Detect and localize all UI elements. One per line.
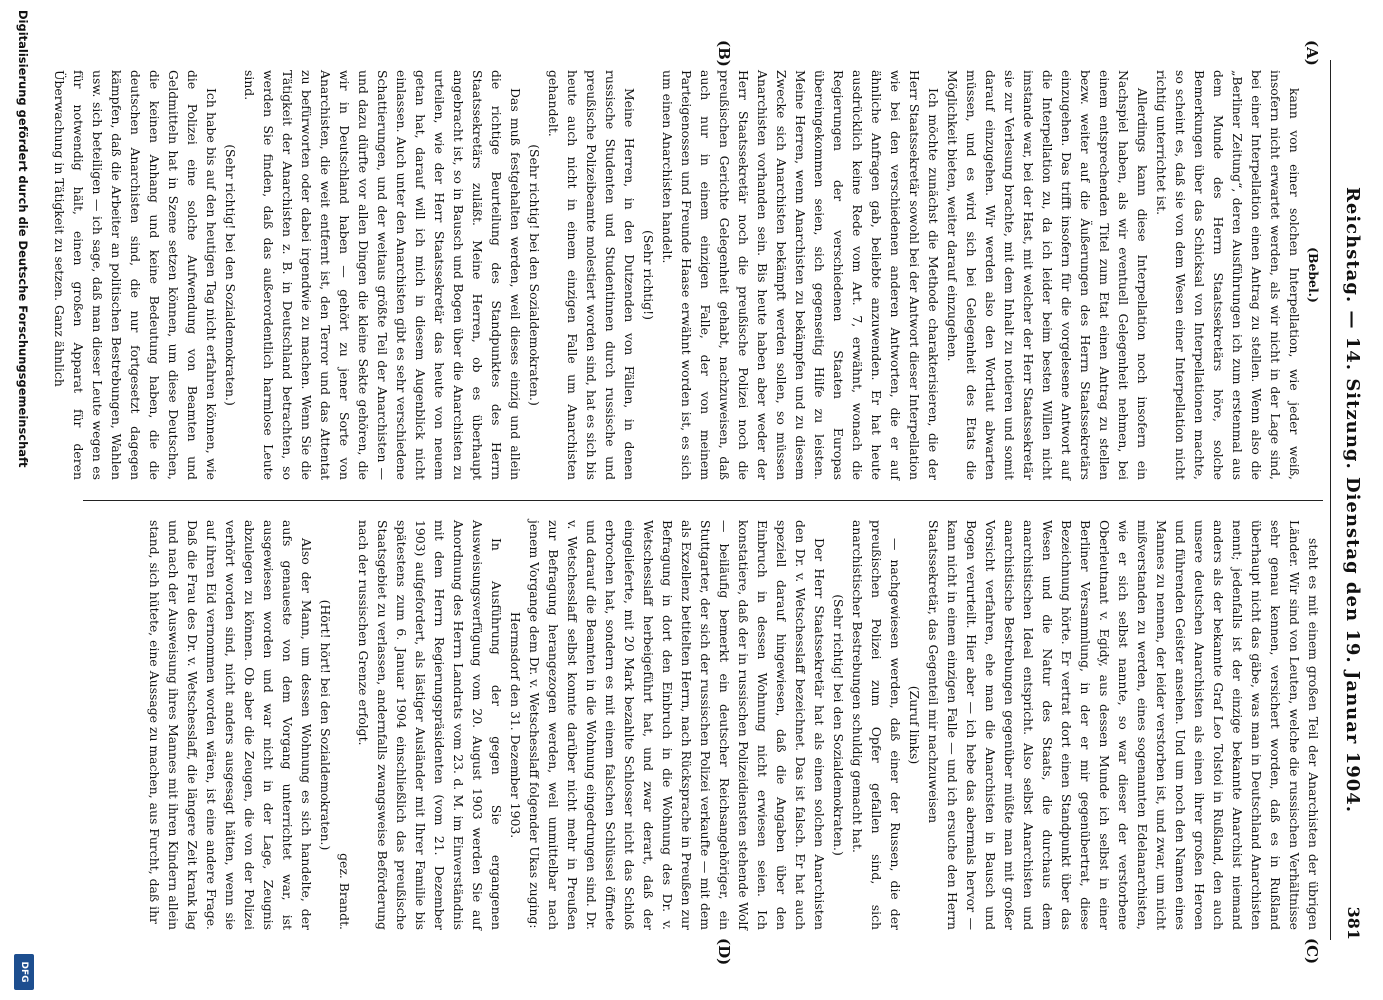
signature-line: gez. Brandt. <box>337 853 352 930</box>
digitization-footer <box>8 0 38 1000</box>
interjection: (Sehr richtig! bei den Sozialdemokraten.) <box>527 144 542 406</box>
paragraph: — nachgewiesen werden, daß einer der Russen, die der preußischen Polizei zum Opfer gefallen sind, sich anarchistischer Bestrebungen schuldig gemacht hat. <box>850 520 903 930</box>
page-title: Reichstag. — 14. Sitzung. Dienstag den 19. Januar 1904. <box>1342 186 1363 814</box>
column-divider <box>83 500 1323 501</box>
paragraph: Das muß festgehalten werden, weil dieses einzig und allein die richtige Beurteilung des Standpunktes des Herrn Staatssekretärs zuläßt. Meine Herren, ob es überhaupt angebracht ist, so in Bausch und Bogen über die Anarchisten zu urteilen, wie der Herr Staatssekretär das heute von neuem getan hat, darauf will ich mich in diesem Augenblick nicht einlassen. Auch unter den Anarchisten gibt es sehr verschiedene Schattierungen, und der weitaus größte Teil der Anarchisten — und dazu dürfte vor allen Dingen die kleine Sekte gehören, die wir in Deutschland haben — gehört zu jener Sorte von Anarchisten, die weit entfernt ist, den Terror und das Attentat zu befürworten oder dabei irgendwie zu machen. Wenn Sie die Tätigkeit der Anarchisten z. B. in Deutschland betrachten, so werden Sie finden, daß das außerordentlich harmlose Leute sind. <box>242 70 523 480</box>
page-number: 381 <box>1344 906 1363 940</box>
paragraph: Der Herr Staatssekretär hat als einen solchen Anarchisten den Dr. v. Wetschesslaff bezeichnet. Das ist falsch. Er hat auch speziell darauf hingewiesen, daß die Angaben über den Einbruch in dessen Wohnung nicht erwiesen seien. Ich konstatiere, daß der in russischen Polizeidiensten stehende Wolf — beiläufig bemerkt ein deutscher Reichsangehöriger, ein Stuttgarter, der sich der russischen Polizei verkaufte — mit dem als Exzellenz betitelten Herrn, nach Rücksprache in Preußen zur Befragung in dort den Einbruch in die Wohnung des Dr. v. Wetschesslaff herbeigeführt hat, und zwar derart, daß der eingelieferte, mit 20 Mark bezahlte Schlosser nicht das Schloß erbrochen hat, sondern es mit einem falschen Schlüssel öffnete und darauf die Beamten in die Wohnung eingedrungen sind. Dr. v. Wetschesslaff selbst konnte darüber nicht mehr in Preußen zur Befragung herangezogen werden, weil unmittelbar nach jenem Vorgange dem Dr. v. Wetschesslaff folgender Ukas zuging: <box>527 520 827 930</box>
quoted-document: In Ausführung der gegen Sie ergangenen Ausweisungsverfügung vom 20. August 1903 werden Sie auf Anordnung des Herrn Landrats vom 23. d. M. im Einverständnis mit dem Herrn Regierungspräsidenten (vom 21. Dezember 1903) aufgefordert, als lästiger Ausländer mit Ihrer Familie bis spätestens zum 6. Januar 1904 einschließlich das preußische Staatsgebiet zu verlassen, andernfalls zwangsweise Beförderung nach der russischen Grenze erfolgt. <box>356 520 504 930</box>
speaker-name: (Bebel.) <box>1306 247 1321 303</box>
margin-mark-c: (C) <box>1303 938 1321 965</box>
interjection: (Sehr richtig! bei den Sozialdemokraten.) <box>831 594 846 856</box>
paragraph: steht es mit einem großen Teil der Anarchisten der übrigen Länder. Wir sind von Leuten, welche die russischen Verhältnisse sehr genau kennen, versichert worden, daß es in Rußland überhaupt nicht das gäbe, was man in Deutschland Anarchisten nennt; jedenfalls ist der einzige bekannte Anarchist niemand anders als der bekannte Graf Leo Tolstoi in Rußland, den auch unsere deutschen Anarchisten als einen ihrer großen Heroen und führenden Geister ansehen. Und um noch den Namen eines Mannes zu nennen, der leider verstorben ist, und zwar, um nicht mißverstanden zu werden, eines sogenannten Edelanarchisten, wie er sich selbst nannte, so war dieser der verstorbene Oberleutnant v. Egidy, aus dessen Munde ich selbst in einer Berliner Versammlung, in der er mir gegenübertrat, diese Bezeichnung hörte. Er vertrat dort einen Standpunkt über das Wesen und die Natur des Staats, die durchaus dem anarchistischen Ideal entspricht. Also selbst Anarchisten und anarchistische Bestrebungen gegenüber müßte man mit großer Vorsicht verfahren, ehe man die Anarchisten in Bausch und Bogen verurteilt. Hier aber — ich hebe das abermals hervor — kann nicht in einem einzigen Falle — und ich ersuche den Herrn Staatssekretär, das Gegenteil mir nachzuweisen <box>926 520 1321 930</box>
margin-mark-b: (B) <box>715 40 733 67</box>
interjection: (Zuruf links) <box>907 685 922 765</box>
interjection: (Sehr richtig!) <box>641 230 656 320</box>
header-rule <box>1330 60 1331 940</box>
paragraph: Ich möchte zunächst die Methode charakterisieren, die der Herr Staatssekretär sowohl bei der Antwort dieser Interpellation wie bei den verschiedenen anderen Antworten, die er auf ähnliche Anfragen gab, beliebte anzuwenden. Er hat heute ausdrücklich keine Rede vom Art. 7, erwähnt, wonach die Regierungen der verschiedenen Staaten Europas übereingekommen seien, sich gegenseitig Hilfe zu leisten. Meine Herren, wenn Anarchisten zu bekämpfen und zu diesem Zwecke sich Anarchisten bekämpft werden sollen, so müssen Anarchisten vorhanden sein. Bis heute haben aber weder der Herr Staatssekretär noch die preußische Polizei noch die preußischen Gerichte Gelegenheit gehabt, nachzuweisen, daß auch nur in einem einzigen Falle, der von meinem Parteigenossen und Freunde Haase erwähnt worden ist, es sich um einen Anarchisten handelt. <box>660 70 941 480</box>
dfg-logo-icon: DFG <box>14 954 34 990</box>
paragraph: kann von einer solchen Interpellation, wie jeder weiß, insofern nicht erwartet werden, als wir nicht in der Lage sind, bei einer Interpellation einen Antrag zu stellen. Wenn also die „Berliner Zeitung“, deren Ausführungen ich zum erstenmal aus dem Munde des Herrn Staatssekretärs höre, solche Bemerkungen über das Schicksal von Interpellationen machte, so scheint es, daß sie von dem Wesen einer Interpellation nicht richtig unterrichtet ist. <box>1154 70 1302 480</box>
interjection: (Sehr richtig! bei den Sozialdemokraten.) <box>223 144 238 406</box>
paragraph: Also der Mann, um dessen Wohnung es sich handelte, der aufs genaueste von dem Vorgang unterrichtet war, ist ausgewiesen worden und war nicht in der Lage, Zeugnis abzulegen zu können. Ob aber die Zeugen, die von der Polizei verhört worden sind, nicht anders ausgesagt hätten, wenn sie auf ihren Eid vernommen worden wären, ist eine andere Frage. Daß die Frau des Dr. v. Wetschesslaff, die längere Zeit krank lag und nach der Ausweisung ihres Mannes mit ihren Kindern allein stand, sich hütete, eine Aussage zu machen, aus Furcht, daß ihr <box>147 520 314 930</box>
document-date: Hermsdorf den 31. Dezember 1903. <box>508 611 523 839</box>
footer-text: Digitalisierung gefördert durch die Deutsche Forschungsgemeinschaft <box>16 10 30 468</box>
margin-mark-a: (A) <box>1303 40 1321 66</box>
right-column <box>83 520 1323 930</box>
paragraph: Allerdings kann diese Interpellation noch insofern ein Nachspiel haben, als wir eventuell Gelegenheit nehmen, bei einem entsprechenden Titel zum Etat einen Antrag zu stellen bezw. weiter auf die Äußerungen des Herrn Staatssekretärs einzugehen. Das trifft insofern für die vorgelesene Antwort auf die Interpellation zu, da ich leider beim besten Willen nicht imstande war, bei der Hast, mit welcher der Herr Staatssekretär sie zur Verlesung brachte, mit dem Inhalt zu notieren und somit darauf einzugehen. Wir werden also den Wortlaut abwarten müssen, und es wird sich bei Gelegenheit des Etats die Möglichkeit bieten, weiter darauf einzugehen. <box>945 70 1150 480</box>
left-column <box>52 70 1323 480</box>
page-header <box>1333 60 1363 940</box>
paragraph: Ich habe bis auf den heutigen Tag nicht erfahren können, wie die Polizei eine solche Aufwendung von Beamten und Geldmitteln hat in Szene setzen können, um diese Deutschen, die keinen Anhang und keine Bedeutung haben, die die deutschen Anarchisten sind, die nur fortgesetzt dagegen kämpfen, daß die Arbeiter an politischen Bestrebungen, Wahlen usw. sich beteiligen — ich sage, daß man dieser Leute wegen es für notwendig hält, einen großen Apparat für deren Überwachung in Tätigkeit zu setzen. Ganz ähnlich <box>52 70 219 480</box>
paragraph: Meine Herren, in den Dutzenden von Fällen, in denen russische Studenten und Studentinnen durch russische und preußische Polizeibeamte molestiert worden sind, hat es sich bis heute auch nicht in einem einzigen Falle um Anarchisten gehandelt. <box>546 70 637 480</box>
interjection: (Hört! hört! bei den Sozialdemokraten.) <box>318 599 333 851</box>
margin-mark-d: (D) <box>715 938 733 966</box>
